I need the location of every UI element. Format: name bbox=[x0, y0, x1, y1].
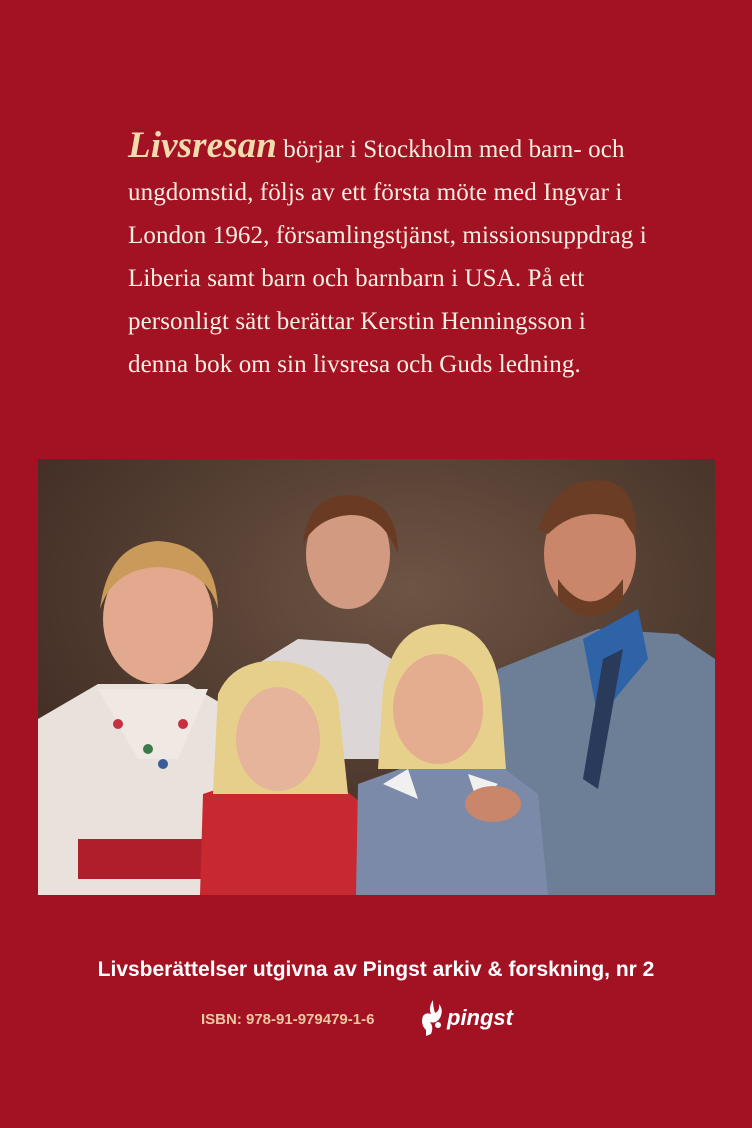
pingst-logo bbox=[420, 1000, 560, 1036]
pingst-logo-text: pingst bbox=[447, 1005, 513, 1030]
series-title: Livsberättelser utgivna av Pingst arkiv & forskning, nr 2 bbox=[97, 958, 655, 981]
blurb-lead-word: Livsresan bbox=[128, 125, 277, 166]
pingst-flame-logo-icon bbox=[420, 1000, 446, 1036]
imprint-row bbox=[201, 1000, 561, 1040]
isbn-number: ISBN: 978-91-979479-1-6 bbox=[201, 1011, 375, 1028]
blurb-text: börjar i Stockholm med barn- och ungdomstid, följs av ett första möte med Ingvar i London 1962, församlingstjänst, missionsuppdrag i Liberia samt barn och barnbarn i USA. På ett personligt sätt berättar Kerstin Henningsson i denna bok om sin livsresa och Guds ledning. bbox=[128, 136, 647, 378]
blurb-paragraph bbox=[128, 124, 648, 386]
family-photo bbox=[38, 459, 715, 895]
